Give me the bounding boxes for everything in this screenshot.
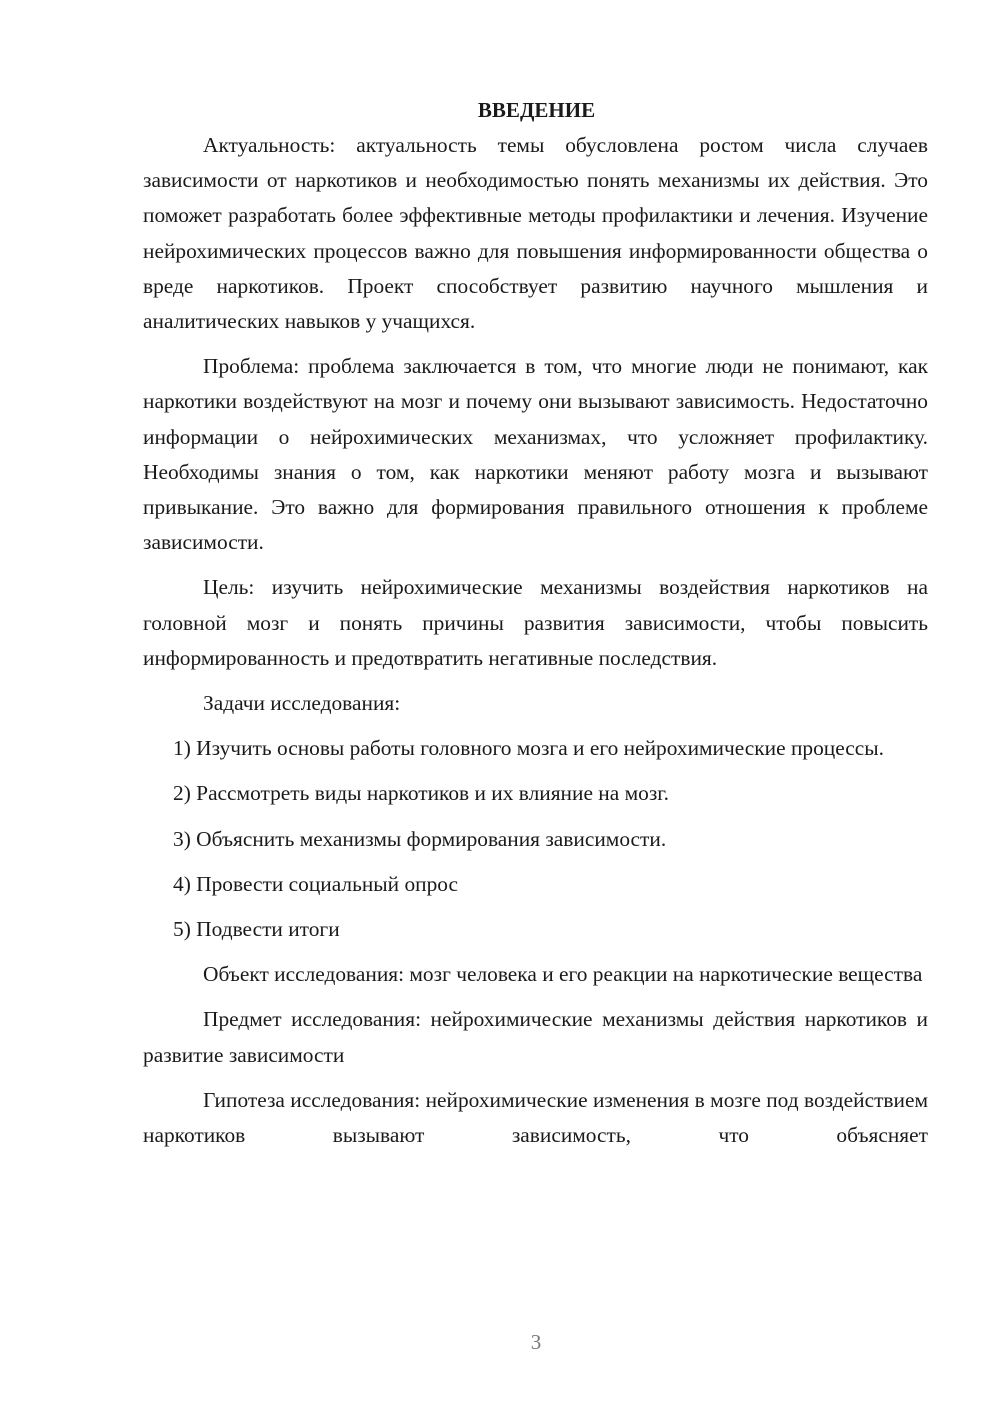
task-item-3: 3) Объяснить механизмы формирования зависимости.	[173, 826, 667, 851]
document-page	[143, 92, 928, 1153]
task-item-4: 4) Провести социальный опрос	[173, 871, 459, 896]
task-item-2: 2) Рассмотреть виды наркотиков и их влияние на мозг.	[173, 781, 669, 806]
goal-paragraph: Цель: изучить нейрохимические механизмы воздействия наркотиков на головной мозг и понять причины развития зависимости, чтобы повысить информированность и предотвратить негативные последствия.	[143, 575, 928, 670]
tasks-heading: Задачи исследования:	[203, 691, 401, 716]
hypothesis-paragraph: Гипотеза исследования: нейрохимические изменения в мозге под воздействием наркотиков вызывают зависимость, что объясняет	[143, 1087, 928, 1148]
subject-paragraph: Предмет исследования: нейрохимические механизмы действия наркотиков и развитие зависимости	[143, 1007, 928, 1067]
page-number: 3	[530, 1330, 542, 1354]
task-item-1: 1) Изучить основы работы головного мозга и его нейрохимические процессы.	[173, 736, 884, 761]
object-paragraph: Объект исследования: мозг человека и его реакции на наркотические вещества	[203, 962, 923, 987]
problem-paragraph: Проблема: проблема заключается в том, что многие люди не понимают, как наркотики воздействуют на мозг и почему они вызывают зависимость. Недостаточно информации о нейрохимических механизмах, что усложняет профилактику. Необходимы знания о том, как наркотики меняют работу мозга и вызывают привыкание. Это важно для формирования правильного отношения к проблеме зависимости.	[143, 354, 928, 555]
section-title: ВВЕДЕНИЕ	[477, 98, 596, 122]
relevance-paragraph: Актуальность: актуальность темы обусловлена ростом числа случаев зависимости от наркотиков и необходимостью понять механизмы их действия. Это поможет разработать более эффективные методы профилактики и лечения. Изучение нейрохимических процессов важно для повышения информированности общества о вреде наркотиков. Проект способствует развитию научного мышления и аналитических навыков у учащихся.	[143, 133, 928, 334]
task-item-5: 5) Подвести итоги	[173, 917, 340, 942]
